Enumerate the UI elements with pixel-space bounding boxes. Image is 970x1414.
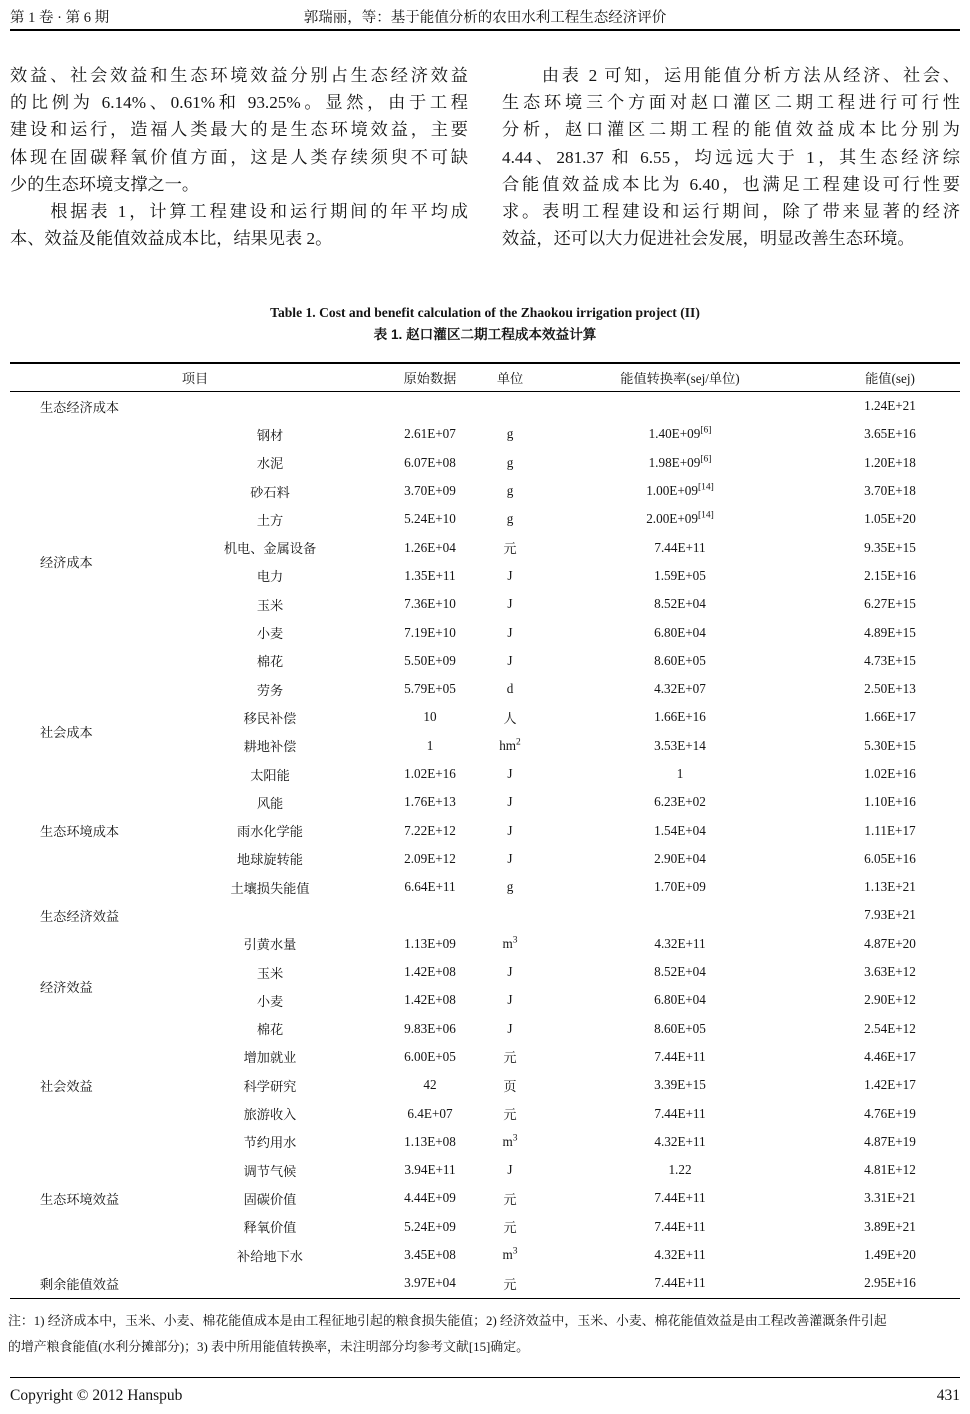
unit-superscript: 2	[516, 737, 521, 748]
text-line: 效益，还可以大力促进社会发展，明显改善生态环境。	[502, 229, 915, 249]
transformity-cell: 8.60E+05	[654, 652, 706, 668]
raw-data-cell: 7.36E+10	[404, 596, 456, 612]
raw-data-cell: 6.64E+11	[404, 879, 456, 895]
item-cell: 棉花	[256, 654, 284, 670]
raw-data-cell: 7.22E+12	[404, 822, 456, 838]
emergy-cell: 4.89E+15	[864, 624, 916, 640]
item-cell: 地球旋转能	[237, 852, 303, 868]
emergy-cell: 3.65E+16	[864, 426, 916, 442]
transformity-cell: 4.32E+07	[654, 681, 706, 697]
raw-data-cell: 5.24E+10	[404, 511, 456, 527]
raw-data-cell: 7.19E+10	[404, 624, 456, 640]
transformity-cell: 1.59E+05	[654, 567, 706, 583]
emergy-cell: 1.24E+21	[864, 398, 916, 414]
item-cell: 引黄水量	[243, 937, 297, 953]
copyright-text: Copyright © 2012 Hanspub	[10, 1387, 183, 1404]
item-cell: 风能	[256, 795, 284, 811]
raw-data-cell: 2.61E+07	[404, 426, 456, 442]
transformity-cell: 3.53E+14	[654, 737, 706, 753]
page-number: 431	[936, 1387, 960, 1404]
raw-data-cell	[380, 901, 480, 929]
item-cell: 雨水化学能	[237, 824, 303, 840]
unit-cell: g	[506, 879, 514, 895]
category-cell: 生态经济效益	[40, 908, 120, 924]
emergy-cell: 6.27E+15	[864, 596, 916, 612]
unit-cell: 元	[503, 1107, 517, 1123]
unit-cell: 元	[503, 1191, 517, 1207]
transformity-cell: 8.52E+04	[654, 964, 706, 980]
unit-cell: J	[507, 567, 513, 583]
raw-data-cell: 6.07E+08	[404, 454, 456, 470]
transformity-cell: 3.39E+15	[654, 1077, 706, 1093]
category-cell: 生态环境成本	[40, 824, 120, 840]
unit-superscript: 3	[512, 935, 518, 946]
raw-data-cell: 3.45E+08	[404, 1247, 456, 1263]
transformity-cell: 1.70E+09	[654, 879, 706, 895]
item-cell: 棉花	[256, 1022, 284, 1038]
table-row	[10, 703, 960, 731]
unit-cell	[480, 392, 540, 421]
emergy-cell: 2.15E+16	[864, 567, 916, 583]
unit-superscript: 3	[512, 1133, 518, 1144]
item-cell: 小麦	[256, 626, 284, 642]
unit-superscript: 3	[512, 1246, 518, 1257]
emergy-cell: 1.13E+21	[864, 879, 916, 895]
text-line: 求。表明工程建设和运行期间，除了带来显著的经济	[502, 202, 960, 222]
text-line: 效益、社会效益和生态环境效益分别占生态经济效益	[10, 66, 468, 85]
unit-cell: g	[506, 426, 514, 442]
item-cell: 科学研究	[243, 1078, 297, 1094]
item-cell: 太阳能	[250, 767, 290, 783]
category-cell: 生态环境效益	[40, 1191, 120, 1207]
right-column	[502, 62, 960, 252]
unit-cell: 元	[503, 1276, 517, 1292]
raw-data-cell: 42	[423, 1077, 437, 1093]
unit-cell: g	[506, 483, 514, 499]
unit-cell: J	[507, 822, 513, 838]
transformity-cell: 2.00E+09[14]	[646, 510, 714, 527]
text-line: 体现在固碳释氧价值方面，这是人类存续须臾不可缺	[10, 147, 468, 167]
emergy-cell: 1.11E+17	[864, 822, 916, 838]
raw-data-cell: 3.70E+09	[404, 483, 456, 499]
raw-data-cell: 1.76E+13	[404, 794, 456, 810]
left-column	[10, 62, 468, 252]
unit-cell: 元	[503, 1220, 517, 1236]
emergy-cell: 2.95E+16	[864, 1275, 916, 1291]
text-line: 4.44、281.37 和 6.55，均远远大于 1，其生态经济综	[502, 147, 960, 167]
table-row	[10, 930, 960, 958]
transformity-cell: 4.32E+11	[654, 1133, 706, 1149]
unit-cell: 元	[503, 541, 517, 557]
table-row	[10, 420, 960, 448]
unit-cell: d	[506, 681, 514, 697]
text-line: 少的生态环境支撑之一。	[10, 174, 200, 194]
unit-cell: $hm^2$	[499, 737, 521, 753]
emergy-cell: 4.87E+20	[864, 935, 916, 951]
item-cell: 劳务	[256, 682, 284, 698]
raw-data-cell: 6.4E+07	[407, 1105, 453, 1121]
emergy-cell: 2.90E+12	[864, 992, 916, 1008]
category-cell: 生态经济成本	[40, 399, 120, 415]
transformity-cell: 1.66E+16	[654, 709, 706, 725]
emergy-cell: 1.49E+20	[864, 1247, 916, 1263]
transformity-cell: 6.23E+02	[654, 794, 706, 810]
raw-data-cell: 9.83E+06	[404, 1020, 456, 1036]
transformity-cell	[540, 901, 820, 929]
transformity-cell: 1.54E+04	[654, 822, 706, 838]
column-header-raw-data: 原始数据	[380, 363, 480, 392]
text-line: 生态环境三个方面对赵口灌区二期工程进行可行性	[502, 93, 960, 113]
emergy-cell: 9.35E+15	[864, 539, 916, 555]
raw-data-cell: 10	[423, 709, 437, 725]
item-cell: 补给地下水	[237, 1248, 303, 1264]
emergy-cell: 1.05E+20	[864, 511, 916, 527]
table-summary-row	[10, 392, 960, 421]
table-caption	[0, 302, 970, 346]
emergy-cell: 5.30E+15	[864, 737, 916, 753]
table-header	[10, 363, 960, 392]
item-cell: 固碳价值	[243, 1191, 297, 1207]
reference-superscript: [6]	[700, 426, 712, 437]
emergy-cell: 1.20E+18	[864, 454, 916, 470]
table-row	[10, 1128, 960, 1156]
raw-data-cell: 1.42E+08	[404, 964, 456, 980]
emergy-cell: 3.89E+21	[864, 1218, 916, 1234]
category-cell: 社会效益	[40, 1078, 93, 1094]
emergy-cell: 3.63E+12	[864, 964, 916, 980]
category-cell: 经济成本	[40, 555, 93, 571]
raw-data-cell: 1.26E+04	[404, 539, 456, 555]
column-header-unit: 单位	[480, 363, 540, 392]
transformity-cell: 2.90E+04	[654, 850, 706, 866]
text-line: 分析，赵口灌区二期工程的能值效益成本比分别为	[502, 120, 960, 140]
unit-cell: g	[506, 454, 514, 470]
transformity-cell: 7.44E+11	[654, 1048, 706, 1064]
transformity-cell: 7.44E+11	[654, 1218, 706, 1234]
raw-data-cell: 5.24E+09	[404, 1218, 456, 1234]
raw-data-cell: 6.00E+05	[404, 1048, 456, 1064]
cost-benefit-table	[10, 362, 960, 1299]
raw-data-cell: 5.79E+05	[404, 681, 456, 697]
emergy-cell: 1.10E+16	[864, 794, 916, 810]
body-text	[10, 62, 960, 252]
raw-data-cell: 1.13E+09	[404, 935, 456, 951]
raw-data-cell: 1	[426, 737, 434, 753]
note-line: 的增产粮食能值(水利分摊部分)；3) 表中所用能值转换率，未注明部分均参考文献[15]确定。	[8, 1340, 529, 1354]
item-cell: 玉米	[256, 965, 284, 981]
emergy-cell: 7.93E+21	[864, 907, 916, 923]
table-row	[10, 1043, 960, 1071]
emergy-cell: 2.54E+12	[864, 1020, 916, 1036]
transformity-cell: 1.98E+09[6]	[648, 454, 712, 470]
transformity-cell: 7.44E+11	[654, 1190, 706, 1206]
unit-cell: J	[507, 624, 513, 640]
item-cell: 节约用水	[243, 1135, 297, 1151]
table-caption-zh: 表 1. 赵口灌区二期工程成本效益计算	[373, 327, 597, 342]
transformity-cell: 4.32E+11	[654, 1247, 706, 1263]
item-cell: 电力	[256, 569, 284, 585]
emergy-cell: 4.81E+12	[864, 1162, 916, 1178]
reference-superscript: [14]	[697, 510, 714, 521]
column-header-item: 项目	[10, 363, 380, 392]
transformity-cell: 1.00E+09[14]	[646, 482, 714, 499]
emergy-cell: 2.50E+13	[864, 681, 916, 697]
transformity-cell: 7.44E+11	[654, 539, 706, 555]
category-cell: 剩余能值效益	[40, 1276, 120, 1292]
raw-data-cell	[380, 392, 480, 421]
transformity-cell: 7.44E+11	[654, 1105, 706, 1121]
emergy-cell: 1.42E+17	[864, 1077, 916, 1093]
unit-cell: J	[507, 1020, 513, 1036]
note-line: 注：1) 经济成本中，玉米、小麦、棉花能值成本是由工程征地引起的粮食损失能值；2) 经济效益中，玉米、小麦、棉花能值效益是由工程改善灌溉条件引起	[8, 1314, 887, 1328]
emergy-cell: 4.46E+17	[864, 1048, 916, 1064]
emergy-cell: 1.02E+16	[864, 766, 916, 781]
item-cell: 移民补偿	[243, 710, 297, 726]
raw-data-cell: 4.44E+09	[404, 1190, 456, 1206]
text-line: 由表 2 可知，运用能值分析方法从经济、社会、	[502, 66, 960, 85]
table-row	[10, 760, 960, 788]
unit-cell: J	[507, 794, 513, 810]
transformity-cell: 4.32E+11	[654, 935, 706, 951]
item-cell: 耕地补偿	[243, 739, 297, 755]
item-cell: 土方	[256, 512, 284, 528]
unit-cell: 人	[503, 710, 517, 726]
table-summary-row	[10, 1269, 960, 1298]
transformity-cell: 1	[676, 766, 684, 781]
unit-cell: J	[507, 1162, 513, 1178]
raw-data-cell: 3.94E+11	[404, 1162, 456, 1178]
item-cell: 调节气候	[243, 1163, 297, 1179]
item-cell: 机电、金属设备	[223, 541, 317, 557]
emergy-cell: 4.87E+19	[864, 1133, 916, 1149]
text-line: 根据表 1，计算工程建设和运行期间的年平均成	[10, 202, 468, 222]
unit-cell: J	[507, 850, 513, 866]
text-line: 合能值效益成本比为 6.40，也满足工程建设可行性要	[502, 174, 960, 194]
transformity-cell: 8.60E+05	[654, 1020, 706, 1036]
unit-cell: $m^3$	[502, 1133, 518, 1149]
table-caption-en: Table 1. Cost and benefit calculation of the Zhaokou irrigation project (II)	[270, 305, 700, 320]
emergy-cell: 4.76E+19	[864, 1105, 916, 1121]
item-cell: 小麦	[256, 993, 284, 1009]
category-cell: 经济效益	[40, 979, 93, 995]
unit-cell: $m^3$	[502, 935, 518, 951]
transformity-cell: 8.52E+04	[654, 596, 706, 612]
item-cell: 旅游收入	[243, 1107, 297, 1123]
item-cell: 钢材	[256, 427, 284, 443]
table-header-row	[10, 363, 960, 392]
item-cell: 玉米	[256, 597, 284, 613]
item-cell: 土壤损失能值	[230, 880, 310, 896]
reference-superscript: [14]	[697, 482, 714, 493]
running-title: 郭瑞丽，等：基于能值分析的农田水利工程生态经济评价	[303, 10, 667, 26]
raw-data-cell: 5.50E+09	[404, 652, 456, 668]
text-line: 的比例为 6.14%、0.61%和 93.25%。显然，由于工程	[10, 93, 468, 113]
unit-cell	[480, 901, 540, 929]
raw-data-cell: 1.42E+08	[404, 992, 456, 1008]
item-cell: 水泥	[256, 456, 284, 472]
unit-cell: 元	[503, 1050, 517, 1066]
unit-cell: J	[507, 596, 513, 612]
unit-cell: J	[507, 652, 513, 668]
item-cell: 砂石料	[250, 484, 290, 500]
unit-cell: g	[506, 511, 514, 527]
text-line: 本、效益及能值效益成本比，结果见表 2。	[10, 229, 333, 249]
transformity-cell: 1.40E+09[6]	[648, 426, 712, 442]
category-cell: 社会成本	[40, 725, 93, 741]
column-header-transformity: 能值转换率(sej/单位)	[540, 363, 820, 392]
raw-data-cell: 2.09E+12	[404, 850, 456, 866]
transformity-cell: 6.80E+04	[654, 624, 706, 640]
emergy-cell: 6.05E+16	[864, 850, 916, 866]
item-cell: 增加就业	[243, 1050, 297, 1066]
table-body	[10, 392, 960, 1299]
raw-data-cell: 3.97E+04	[404, 1275, 456, 1291]
emergy-cell: 3.31E+21	[864, 1190, 916, 1206]
unit-cell: $m^3$	[502, 1246, 518, 1263]
raw-data-cell: 1.13E+08	[404, 1133, 456, 1149]
text-line: 建设和运行，造福人类最大的是生态环境效益，主要	[10, 120, 468, 140]
unit-cell: J	[507, 766, 513, 781]
emergy-cell: 1.66E+17	[864, 709, 916, 725]
transformity-cell: 7.44E+11	[654, 1275, 706, 1291]
emergy-cell: 3.70E+18	[864, 483, 916, 499]
unit-cell: 页	[503, 1078, 517, 1094]
unit-cell: J	[507, 964, 513, 980]
unit-cell: J	[507, 992, 513, 1008]
page-header	[10, 0, 960, 31]
table-notes	[8, 1308, 962, 1360]
item-cell: 释氧价值	[243, 1220, 297, 1236]
page-footer	[10, 1377, 960, 1414]
raw-data-cell: 1.02E+16	[404, 766, 456, 781]
table-summary-row	[10, 901, 960, 929]
issue-info: 第 1 卷 · 第 6 期	[10, 10, 110, 26]
column-header-emergy: 能值(sej)	[820, 363, 960, 392]
transformity-cell: 1.22	[668, 1162, 692, 1178]
transformity-cell	[540, 392, 820, 421]
reference-superscript: [6]	[700, 454, 712, 465]
transformity-cell: 6.80E+04	[654, 992, 706, 1008]
raw-data-cell: 1.35E+11	[404, 567, 456, 583]
emergy-cell: 4.73E+15	[864, 652, 916, 668]
